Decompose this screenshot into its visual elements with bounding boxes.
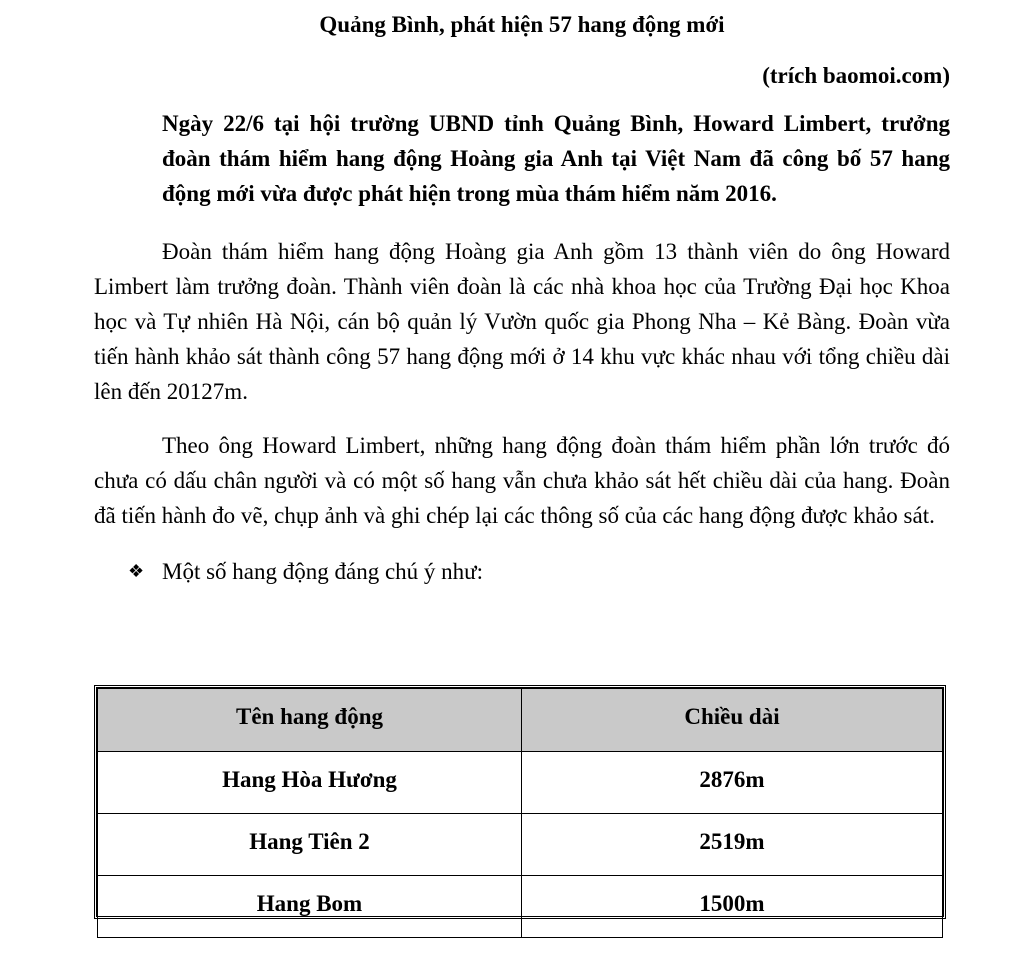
cave-length-cell: 1500m: [522, 876, 943, 938]
caves-table: [94, 685, 946, 919]
cave-length-cell: 2876m: [522, 752, 943, 814]
table-header-row: [98, 689, 943, 752]
body-paragraph-1: Đoàn thám hiểm hang động Hoàng gia Anh gồm 13 thành viên do ông Howard Limbert làm trưởng đoàn. Thành viên đoàn là các nhà khoa học của Trường Đại học Khoa học và Tự nhiên Hà Nội, cán bộ quản lý Vườn quốc gia Phong Nha – Kẻ Bàng. Đoàn vừa tiến hành khảo sát thành công 57 hang động mới ở 14 khu vực khác nhau với tổng chiều dài lên đến 20127m.: [94, 239, 950, 404]
body-paragraph-2: Theo ông Howard Limbert, những hang động đoàn thám hiểm phần lớn trước đó chưa có dấu chân người và có một số hang vẫn chưa khảo sát hết chiều dài của hang. Đoàn đã tiến hành đo vẽ, chụp ảnh và ghi chép lại các thông số của các hang động được khảo sát.: [94, 433, 950, 528]
header-cave-name: Tên hang động: [98, 689, 522, 752]
cave-name-cell: Hang Tiên 2: [98, 814, 522, 876]
bullet-line: [94, 533, 950, 589]
cave-name-cell: Hang Hòa Hương: [98, 752, 522, 814]
cave-name-cell: Hang Bom: [98, 876, 522, 938]
header-length: Chiều dài: [522, 689, 943, 752]
document-page: [94, 0, 950, 589]
table-row: [98, 814, 943, 876]
caves-table-grid: [97, 688, 943, 938]
article-title: Quảng Bình, phát hiện 57 hang động mới: [319, 12, 725, 37]
lead-paragraph: Ngày 22/6 tại hội trường UBND tỉnh Quảng Bình, Howard Limbert, trưởng đoàn thám hiểm hang động Hoàng gia Anh tại Việt Nam đã công bố 57 hang động mới vừa được phát hiện trong mùa thám hiểm năm 2016.: [162, 111, 950, 206]
article-source: (trích baomoi.com): [762, 63, 950, 88]
bullet-text: Một số hang động đáng chú ý như:: [162, 559, 484, 584]
table-row: [98, 876, 943, 938]
table-row: [98, 752, 943, 814]
four-diamond-bullet-icon: ❖: [128, 561, 145, 581]
cave-length-cell: 2519m: [522, 814, 943, 876]
